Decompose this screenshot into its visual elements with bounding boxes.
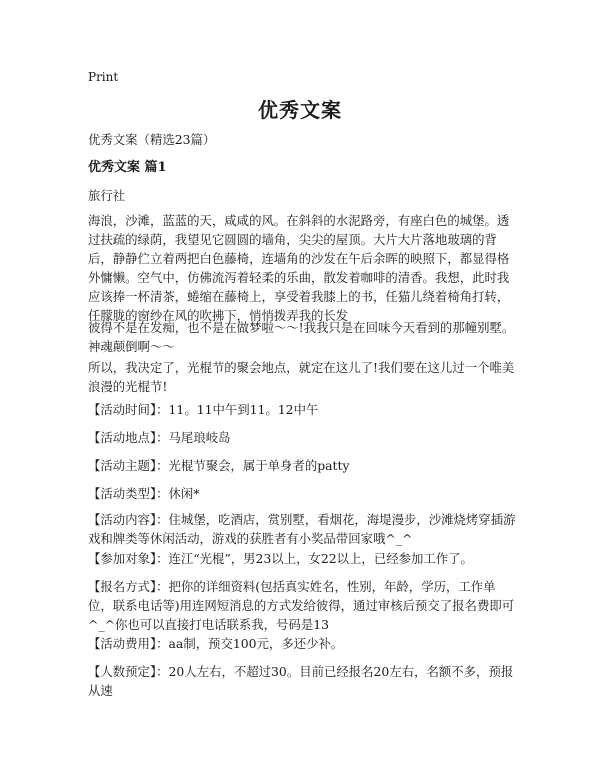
item-label: 【活动地点】 [88, 430, 157, 445]
item-label: 【活动时间】 [88, 402, 157, 417]
item-label: 【活动费用】 [88, 636, 157, 651]
item-label: 【活动类型】 [88, 486, 157, 501]
item-label: 【活动主题】 [88, 458, 157, 473]
item-value: ：连江“光棍”，男23以上，女22以上，已经参加工作了。 [156, 551, 473, 566]
item-value: ：20人左右，不超过30。目前已经报名20左右，名额不多，预报从速 [88, 664, 514, 698]
item-value: ：住城堡，吃酒店，赏别墅，看烟花，海堤漫步，沙滩烧烤穿插游戏和牌类等休闲活动，游戏的获胜者有小奖品带回家哦^_^ [88, 512, 516, 546]
item-value: ：休闲* [156, 486, 200, 501]
item-activity-content [88, 510, 518, 548]
item-registration [88, 577, 518, 634]
item-activity-time [88, 400, 518, 419]
item-label: 【人数预定】 [88, 664, 157, 679]
agency-line: 旅行社 [88, 188, 126, 203]
print-label[interactable]: Print [88, 70, 119, 84]
item-value: ：光棍节聚会，属于单身者的patty [156, 458, 350, 473]
item-label: 【参加对象】 [88, 551, 157, 566]
document-title: 优秀文案 [258, 98, 342, 122]
item-fee [88, 634, 518, 653]
paragraph-decision: 所以，我决定了，光棍节的聚会地点，就定在这儿了!我们要在这儿过一个唯美浪漫的光棍节! [88, 360, 515, 394]
item-value: ：马尾琅岐岛 [156, 430, 231, 445]
paragraph-intro: 海浪，沙滩，蓝蓝的天，咸咸的风。在斜斜的水泥路旁，有座白色的城堡。透过扶疏的绿荫，我望见它圆圆的墙角，尖尖的屋顶。大片大片落地玻璃的背后，静静伫立着两把白色藤椅，连墙角的沙发在午后余晖的映照下，都显得格外慵懒。空气中，仿佛流泻着轻柔的乐曲，散发着咖啡的清香。我想，此时我应该捧一杯清茶，蜷缩在藤椅上，享受着我膝上的书，任猫儿绕着椅角打转，任朦胧的窗纱在风的吹拂下，悄悄拨弄我的长发 [88, 213, 510, 323]
item-label: 【活动内容】 [88, 512, 157, 527]
item-value: ：aa制，预交100元，多还少补。 [156, 636, 344, 651]
item-value: ：11。11中午到11。12中午 [156, 402, 319, 417]
item-activity-theme [88, 456, 518, 475]
item-participants [88, 549, 518, 568]
document-subtitle: 优秀文案（精选23篇） [88, 132, 216, 147]
item-label: 【报名方式】 [88, 579, 157, 594]
item-value: ：把你的详细资料(包括真实姓名，性别，年龄，学历，工作单位，联系电话等)用连网短消息的方式发给彼得，通过审核后预交了报名费即可^_^你也可以直接打电话联系我，号码是13 [88, 579, 515, 632]
paragraph-daydream: 彼得不是在发痴，也不是在做梦啦～～!我我只是在回味今天看到的那幢别墅。神魂颠倒啊～～ [88, 320, 515, 354]
section-heading: 优秀文案 篇1 [88, 160, 167, 175]
item-activity-type [88, 484, 518, 503]
item-headcount [88, 662, 518, 700]
item-activity-location [88, 428, 518, 447]
